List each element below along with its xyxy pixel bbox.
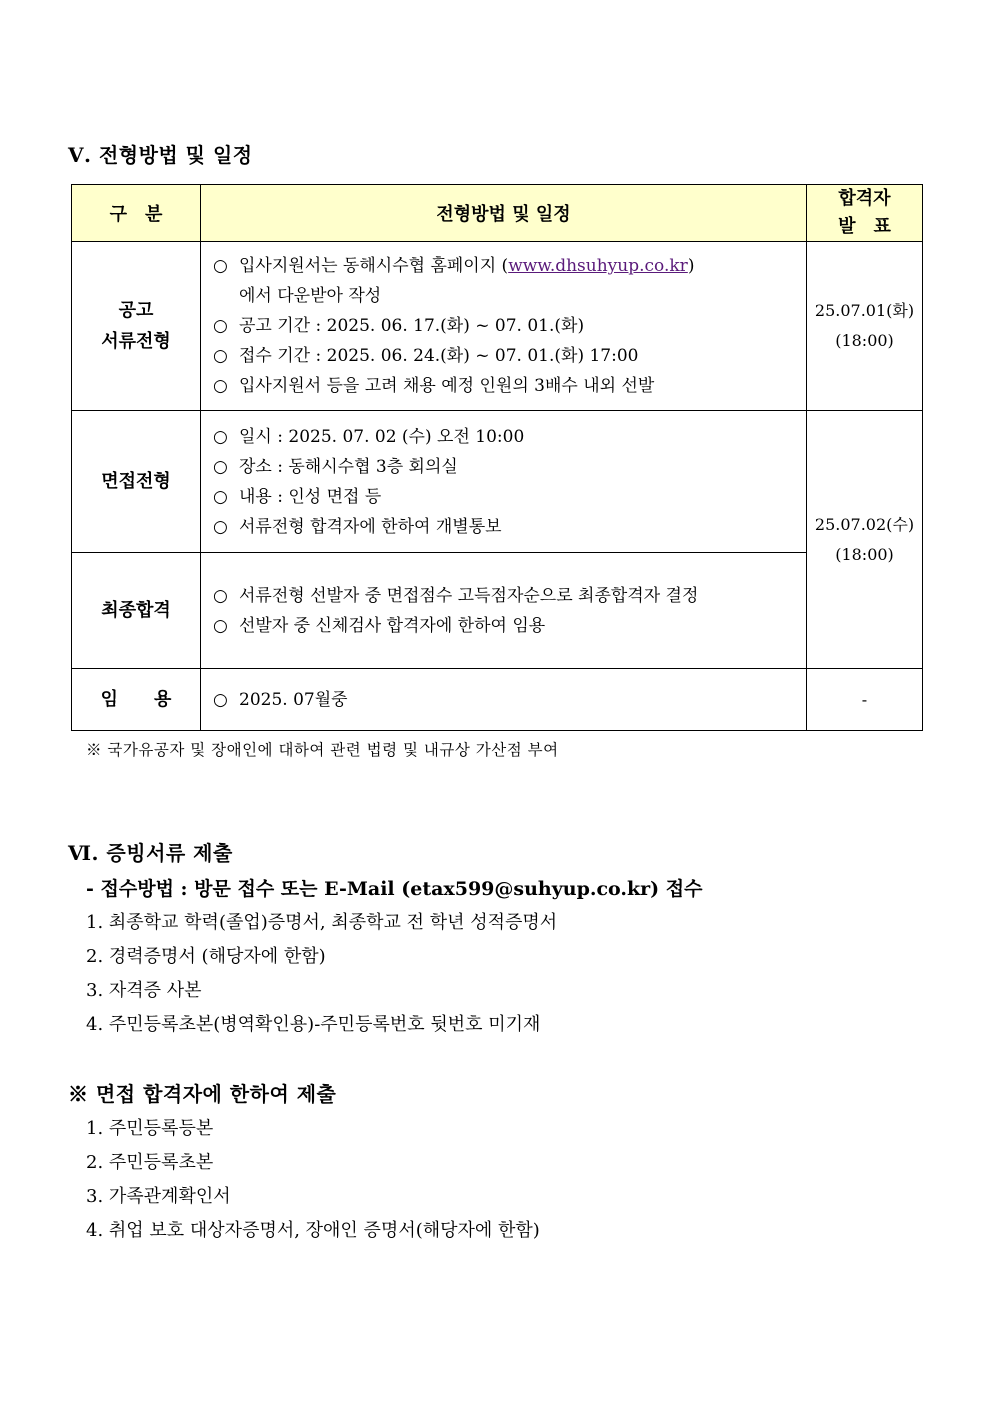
item-text-b: ) (687, 256, 695, 276)
header-method: 전형방법 및 일정 (201, 185, 807, 242)
bullet-icon: ○ (213, 689, 228, 710)
announce-date: 25.07.02(수) (814, 514, 915, 534)
list-item: 3. 자격증 사본 (86, 980, 202, 1001)
item-continuation: 에서 다운받아 작성 (239, 286, 382, 306)
list-item: 3. 가족관계확인서 (86, 1186, 231, 1207)
interview-docs-title: ※ 면접 합격자에 한하여 제출 (68, 1082, 337, 1106)
row-category: 면접전형 (72, 411, 201, 553)
item-text: 일시 : 2025. 07. 02 (수) 오전 10:00 (239, 426, 525, 447)
item-text: 장소 : 동해시수협 3층 회의실 (239, 456, 458, 477)
list-item: 1. 최종학교 학력(졸업)증명서, 최종학교 전 학년 성적증명서 (86, 912, 558, 933)
list-item (213, 422, 796, 452)
row-category: 최종합격 (72, 553, 201, 669)
header-category: 구 분 (72, 185, 201, 242)
bullet-icon: ○ (213, 346, 228, 366)
submission-method: - 접수방법 : 방문 접수 또는 E-Mail (etax599@suhyup.co.kr) 접수 (86, 878, 703, 900)
list-item (213, 452, 796, 482)
announce-date: 25.07.01(화) (814, 301, 915, 320)
row-announce (807, 242, 923, 411)
bullet-icon: ○ (213, 256, 228, 276)
announce-time: (18:00) (835, 544, 894, 564)
list-item (213, 251, 796, 281)
row-items (201, 553, 807, 669)
bullet-icon: ○ (213, 376, 228, 396)
item-text: 2025. 07월중 (239, 689, 348, 710)
list-item (213, 685, 796, 715)
item-text: 접수 기간 : 2025. 06. 24.(화) ~ 07. 01.(화) 17:00 (239, 346, 639, 366)
table-row-appointment (72, 669, 923, 731)
item-text: 서류전형 선발자 중 면접점수 고득점자순으로 최종합격자 결정 (239, 585, 699, 606)
list-item (213, 311, 796, 341)
list-item: 2. 경력증명서 (해당자에 한함) (86, 946, 326, 967)
item-text: 서류전형 합격자에 한하여 개별통보 (239, 516, 502, 537)
bullet-icon: ○ (213, 486, 228, 507)
row-items (201, 411, 807, 553)
list-item (213, 512, 796, 542)
document-list (86, 906, 557, 1042)
list-item (213, 341, 796, 371)
row-items (201, 669, 807, 731)
item-text: 입사지원서 등을 고려 채용 예정 인원의 3배수 내외 선발 (239, 376, 655, 396)
item-text: 내용 : 인성 면접 등 (239, 486, 382, 507)
announce-time: (18:00) (835, 331, 894, 350)
table-row-interview (72, 411, 923, 553)
list-item: 4. 취업 보호 대상자증명서, 장애인 증명서(해당자에 한함) (86, 1220, 540, 1241)
table-header-row (72, 185, 923, 242)
table-row-final-pass (72, 553, 923, 669)
header-announce-line1: 합격자 (838, 188, 891, 209)
list-item: 2. 주민등록초본 (86, 1152, 214, 1173)
table-row-document-screening (72, 242, 923, 411)
row-announce (807, 411, 923, 669)
header-announce-line2: 발 표 (838, 216, 891, 237)
list-item (213, 482, 796, 512)
category-line1: 공고 (118, 300, 154, 321)
bullet-icon: ○ (213, 316, 228, 336)
section-6-title: Ⅵ. 증빙서류 제출 (68, 841, 233, 865)
interview-document-list (86, 1112, 540, 1248)
bullet-icon: ○ (213, 516, 228, 537)
header-announce (807, 185, 923, 242)
item-text-a: 입사지원서는 동해시수협 홈페이지 ( (239, 256, 509, 276)
item-text: 선발자 중 신체검사 합격자에 한하여 임용 (239, 615, 546, 636)
bullet-icon: ○ (213, 426, 228, 447)
bonus-points-note: ※ 국가유공자 및 장애인에 대하여 관련 법령 및 내규상 가산점 부여 (86, 741, 559, 759)
item-text: 공고 기간 : 2025. 06. 17.(화) ~ 07. 01.(화) (239, 316, 585, 336)
list-item (213, 371, 796, 401)
schedule-table (71, 184, 923, 731)
bullet-icon: ○ (213, 585, 228, 606)
homepage-link[interactable]: www.dhsuhyup.co.kr (508, 256, 688, 276)
row-announce: - (807, 669, 923, 731)
row-category: 임 용 (72, 669, 201, 731)
bullet-icon: ○ (213, 456, 228, 477)
bullet-icon: ○ (213, 615, 228, 636)
item-text (239, 251, 694, 281)
list-item (213, 611, 796, 641)
row-category (72, 242, 201, 411)
section-5-title: Ⅴ. 전형방법 및 일정 (68, 143, 253, 167)
list-item: 1. 주민등록등본 (86, 1118, 214, 1139)
category-line2: 서류전형 (101, 331, 171, 352)
list-item (213, 581, 796, 611)
list-item: 4. 주민등록초본(병역확인용)-주민등록번호 뒷번호 미기재 (86, 1014, 541, 1035)
row-items (201, 242, 807, 411)
